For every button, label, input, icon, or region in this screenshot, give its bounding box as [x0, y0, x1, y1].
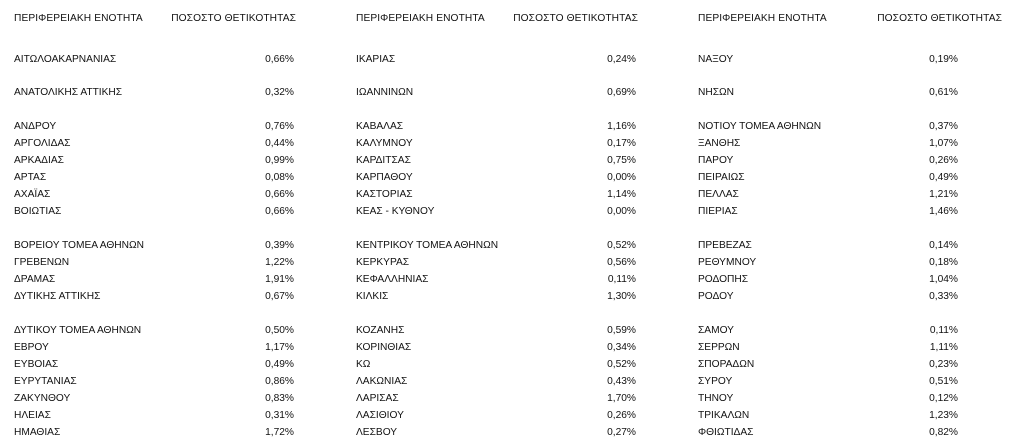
region-name: ΕΥΡΥΤΑΝΙΑΣ [14, 376, 77, 387]
table-row [698, 136, 1002, 152]
rate-header: ΠΟΣΟΣΤΟ ΘΕΤΙΚΟΤΗΤΑΣ [877, 13, 1002, 24]
table-row [14, 272, 296, 288]
positivity-rate: 0,00% [607, 206, 636, 217]
table-row [14, 408, 296, 424]
table-row [698, 357, 1002, 373]
region-name: ΚΑΒΑΛΑΣ [356, 121, 404, 132]
region-header: ΠΕΡΙΦΕΡΕΙΑΚΗ ΕΝΟΤΗΤΑ [356, 13, 485, 24]
positivity-rate: 0,11% [929, 325, 958, 336]
positivity-rate: 0,34% [607, 342, 636, 353]
region-name: ΚΑΛΥΜΝΟΥ [356, 138, 413, 149]
positivity-rate: 0,52% [607, 240, 636, 251]
table-row [698, 408, 1002, 424]
table-row [356, 340, 638, 356]
table-row [14, 255, 296, 271]
table-row [14, 85, 296, 101]
region-name: ΚΟΡΙΝΘΙΑΣ [356, 342, 412, 353]
positivity-rate: 1,04% [929, 274, 958, 285]
region-name: ΑΝΑΤΟΛΙΚΗΣ ΑΤΤΙΚΗΣ [14, 87, 123, 98]
table-row [356, 170, 638, 186]
positivity-rate: 1,91% [265, 274, 294, 285]
table-row [14, 170, 296, 186]
table-row [698, 119, 1002, 135]
region-name: ΛΕΣΒΟΥ [356, 427, 398, 438]
column-header [698, 13, 1002, 27]
region-name: ΓΡΕΒΕΝΩΝ [14, 257, 70, 268]
region-name: ΡΕΘΥΜΝΟΥ [698, 257, 757, 268]
table-row [356, 153, 638, 169]
table-row [356, 204, 638, 220]
positivity-rate: 0,83% [265, 393, 294, 404]
region-name: ΒΟΡΕΙΟΥ ΤΟΜΕΑ ΑΘΗΝΩΝ [14, 240, 144, 251]
region-name: ΡΟΔΟΥ [698, 291, 734, 302]
table-row [356, 238, 638, 254]
region-name: ΚΑΡΔΙΤΣΑΣ [356, 155, 411, 166]
table-row [14, 357, 296, 373]
positivity-rate: 0,49% [265, 359, 294, 370]
region-name: ΚΕΡΚΥΡΑΣ [356, 257, 410, 268]
region-name: ΑΝΔΡΟΥ [14, 121, 57, 132]
table-row [14, 374, 296, 390]
region-name: ΙΩΑΝΝΙΝΩΝ [356, 87, 414, 98]
positivity-rate: 1,30% [607, 291, 636, 302]
table-column-1 [14, 0, 296, 441]
table-row [698, 289, 1002, 305]
region-name: ΑΡΓΟΛΙΔΑΣ [14, 138, 71, 149]
table-row [14, 52, 296, 68]
positivity-rate: 0,61% [929, 87, 958, 98]
positivity-rate: 1,72% [265, 427, 294, 438]
positivity-rate: 0,26% [607, 410, 636, 421]
region-name: ΙΚΑΡΙΑΣ [356, 54, 396, 65]
positivity-rate: 0,59% [607, 325, 636, 336]
region-name: ΣΠΟΡΑΔΩΝ [698, 359, 755, 370]
positivity-rate: 0,26% [929, 155, 958, 166]
region-name: ΝΗΣΩΝ [698, 87, 734, 98]
region-name: ΛΑΡΙΣΑΣ [356, 393, 399, 404]
region-name: ΑΙΤΩΛΟΑΚΑΡΝΑΝΙΑΣ [14, 54, 117, 65]
table-column-3 [698, 0, 1002, 441]
region-name: ΒΟΙΩΤΙΑΣ [14, 206, 62, 217]
region-name: ΠΕΙΡΑΙΩΣ [698, 172, 745, 183]
table-row [698, 374, 1002, 390]
table-row [356, 52, 638, 68]
region-name: ΑΧΑΪΑΣ [14, 189, 51, 200]
positivity-rate: 0,08% [265, 172, 294, 183]
positivity-rate: 1,11% [929, 342, 958, 353]
region-name: ΠΕΛΛΑΣ [698, 189, 739, 200]
table-row [698, 187, 1002, 203]
table-row [356, 408, 638, 424]
region-name: ΚΑΣΤΟΡΙΑΣ [356, 189, 413, 200]
table-row [698, 323, 1002, 339]
table-row [356, 374, 638, 390]
positivity-rate: 0,69% [607, 87, 636, 98]
region-name: ΠΡΕΒΕΖΑΣ [698, 240, 752, 251]
table-row [14, 136, 296, 152]
table-row [698, 52, 1002, 68]
region-name: ΤΡΙΚΑΛΩΝ [698, 410, 750, 421]
positivity-rate: 1,14% [607, 189, 636, 200]
region-name: ΣΕΡΡΩΝ [698, 342, 740, 353]
region-name: ΗΛΕΙΑΣ [14, 410, 51, 421]
positivity-rate: 0,27% [607, 427, 636, 438]
table-row [698, 340, 1002, 356]
positivity-rate: 0,31% [265, 410, 294, 421]
region-name: ΚΙΛΚΙΣ [356, 291, 389, 302]
region-name: ΠΑΡΟΥ [698, 155, 734, 166]
region-name: ΛΑΣΙΘΙΟΥ [356, 410, 404, 421]
positivity-rate: 0,99% [265, 155, 294, 166]
positivity-rate: 0,51% [929, 376, 958, 387]
positivity-rate: 0,43% [607, 376, 636, 387]
table-row [356, 255, 638, 271]
positivity-rate: 1,23% [929, 410, 958, 421]
region-name: ΝΑΞΟΥ [698, 54, 734, 65]
table-row [356, 357, 638, 373]
table-row [356, 119, 638, 135]
region-name: ΕΥΒΟΙΑΣ [14, 359, 59, 370]
table-row [14, 119, 296, 135]
positivity-rate: 0,12% [929, 393, 958, 404]
positivity-rate: 0,24% [607, 54, 636, 65]
table-row [356, 425, 638, 441]
region-name: ΤΗΝΟΥ [698, 393, 734, 404]
positivity-rate: 0,76% [265, 121, 294, 132]
positivity-rate: 0,00% [607, 172, 636, 183]
region-name: ΛΑΚΩΝΙΑΣ [356, 376, 408, 387]
region-name: ΝΟΤΙΟΥ ΤΟΜΕΑ ΑΘΗΝΩΝ [698, 121, 822, 132]
region-name: ΠΙΕΡΙΑΣ [698, 206, 738, 217]
table-row [356, 391, 638, 407]
table-row [698, 272, 1002, 288]
table-row [356, 272, 638, 288]
positivity-rate: 0,49% [929, 172, 958, 183]
table-row [14, 238, 296, 254]
positivity-rate: 0,66% [265, 189, 294, 200]
positivity-rate: 0,67% [265, 291, 294, 302]
table-row [356, 136, 638, 152]
positivity-rate: 0,44% [265, 138, 294, 149]
region-name: ΔΥΤΙΚΗΣ ΑΤΤΙΚΗΣ [14, 291, 101, 302]
positivity-rate: 0,66% [265, 54, 294, 65]
positivity-rate: 0,39% [265, 240, 294, 251]
table-row [698, 153, 1002, 169]
positivity-rate: 0,33% [929, 291, 958, 302]
region-name: ΡΟΔΟΠΗΣ [698, 274, 749, 285]
table-row [356, 85, 638, 101]
column-header [14, 13, 296, 27]
region-name: ΚΑΡΠΑΘΟΥ [356, 172, 413, 183]
table-row [698, 255, 1002, 271]
positivity-rate: 1,70% [607, 393, 636, 404]
positivity-rate: 1,46% [929, 206, 958, 217]
rate-header: ΠΟΣΟΣΤΟ ΘΕΤΙΚΟΤΗΤΑΣ [171, 13, 296, 24]
region-name: ΔΡΑΜΑΣ [14, 274, 56, 285]
table-row [14, 153, 296, 169]
table-row [14, 204, 296, 220]
table-row [14, 425, 296, 441]
region-name: ΣΑΜΟΥ [698, 325, 734, 336]
region-name: ΞΑΝΘΗΣ [698, 138, 741, 149]
region-name: ΣΥΡΟΥ [698, 376, 733, 387]
positivity-rate: 1,16% [607, 121, 636, 132]
table-row [698, 391, 1002, 407]
positivity-rate: 0,23% [929, 359, 958, 370]
table-row [14, 340, 296, 356]
region-name: ΚΕΑΣ - ΚΥΘΝΟΥ [356, 206, 435, 217]
positivity-rate: 1,07% [929, 138, 958, 149]
positivity-rate: 0,50% [265, 325, 294, 336]
region-name: ΑΡΤΑΣ [14, 172, 47, 183]
region-name: ΗΜΑΘΙΑΣ [14, 427, 61, 438]
table-row [14, 323, 296, 339]
table-row [698, 204, 1002, 220]
region-name: ΕΒΡΟΥ [14, 342, 49, 353]
rate-header: ΠΟΣΟΣΤΟ ΘΕΤΙΚΟΤΗΤΑΣ [513, 13, 638, 24]
positivity-rate: 0,86% [265, 376, 294, 387]
positivity-rate: 0,56% [607, 257, 636, 268]
region-name: ΔΥΤΙΚΟΥ ΤΟΜΕΑ ΑΘΗΝΩΝ [14, 325, 142, 336]
positivity-rate: 0,14% [929, 240, 958, 251]
region-name: ΖΑΚΥΝΘΟΥ [14, 393, 71, 404]
positivity-rate: 0,19% [929, 54, 958, 65]
positivity-rate: 0,82% [929, 427, 958, 438]
table-row [14, 289, 296, 305]
region-header: ΠΕΡΙΦΕΡΕΙΑΚΗ ΕΝΟΤΗΤΑ [14, 13, 143, 24]
region-name: ΚΕΝΤΡΙΚΟΥ ΤΟΜΕΑ ΑΘΗΝΩΝ [356, 240, 499, 251]
positivity-rate: 0,32% [265, 87, 294, 98]
table-column-2 [356, 0, 638, 441]
column-header [356, 13, 638, 27]
positivity-rate: 0,18% [929, 257, 958, 268]
table-row [356, 187, 638, 203]
region-name: ΚΩ [356, 359, 371, 370]
region-name: ΑΡΚΑΔΙΑΣ [14, 155, 64, 166]
positivity-rate: 1,22% [265, 257, 294, 268]
positivity-rate: 0,17% [607, 138, 636, 149]
table-row [698, 170, 1002, 186]
table-row [356, 289, 638, 305]
positivity-rate: 1,17% [265, 342, 294, 353]
region-name: ΚΕΦΑΛΛΗΝΙΑΣ [356, 274, 429, 285]
region-name: ΚΟΖΑΝΗΣ [356, 325, 405, 336]
positivity-rate: 0,75% [607, 155, 636, 166]
table-row [356, 323, 638, 339]
positivity-rate: 0,52% [607, 359, 636, 370]
positivity-rate: 1,21% [929, 189, 958, 200]
region-header: ΠΕΡΙΦΕΡΕΙΑΚΗ ΕΝΟΤΗΤΑ [698, 13, 827, 24]
positivity-rate: 0,66% [265, 206, 294, 217]
table-row [14, 391, 296, 407]
positivity-rate: 0,37% [929, 121, 958, 132]
table-row [14, 187, 296, 203]
table-row [698, 425, 1002, 441]
positivity-rate: 0,11% [607, 274, 636, 285]
table-row [698, 85, 1002, 101]
region-name: ΦΘΙΩΤΙΔΑΣ [698, 427, 754, 438]
table-row [698, 238, 1002, 254]
